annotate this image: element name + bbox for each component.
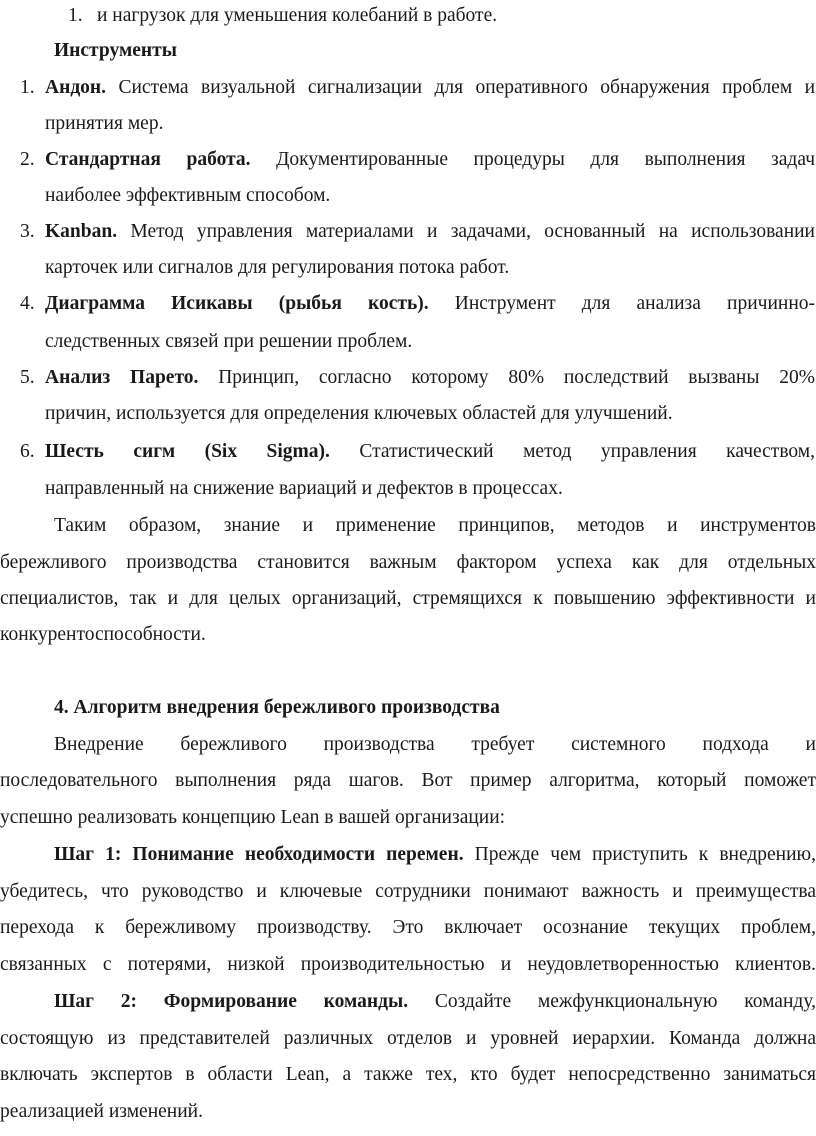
list-item-text: Шесть сигм (Six Sigma). Статистический метод управления качеством, [45,441,815,462]
list-item-text-cont: карточек или сигналов для регулирования потока работ. [45,257,510,278]
term: Kanban. [45,221,118,242]
list-number: 1. [20,77,35,98]
step-title: Шаг 2: Формирование команды. [54,991,409,1012]
list-number: 2. [20,149,35,170]
paragraph-line: состоящую из представителей различных отделов и уровней иерархии. Команда должна [0,1028,816,1049]
list-number: 6. [20,441,35,462]
list-item-text-cont: причин, используется для определения ключевых областей для улучшений. [45,403,673,424]
paragraph-line: включать экспертов в области Lean, а также тех, кто будет непосредственно заниматься [0,1064,816,1085]
list-item-text: Анализ Парето. Принцип, согласно которому 80% последствий вызваны 20% [45,367,815,388]
paragraph-line: реализацией изменений. [0,1101,203,1122]
section-heading: 4. Алгоритм внедрения бережливого производства [54,697,500,718]
paragraph-line: специалистов, так и для целых организаций, стремящихся к повышению эффективности и [0,588,816,609]
list-number: 1. [68,5,83,26]
term: Стандартная работа. [45,149,251,170]
list-item-text: Kanban. Метод управления материалами и задачами, основанный на использовании [45,221,815,242]
list-item-text: Диаграмма Исикавы (рыбья кость). Инструмент для анализа причинно- [45,293,816,314]
paragraph-line: убедитесь, что руководство и ключевые сотрудники понимают важность и преимущества [0,881,816,902]
paragraph-line: успешно реализовать концепцию Lean в вашей организации: [0,807,506,828]
list-item-text: Андон. Система визуальной сигнализации для оперативного обнаружения проблем и [45,77,815,98]
paragraph-line: Внедрение бережливого производства требует системного подхода и [54,734,816,755]
list-number: 4. [20,293,35,314]
paragraph-line: последовательного выполнения ряда шагов. Вот пример алгоритма, который поможет [0,770,816,791]
paragraph-line: Таким образом, знание и применение принципов, методов и инструментов [54,515,816,536]
paragraph-line: Шаг 1: Понимание необходимости перемен. Прежде чем приступить к внедрению, [54,844,816,865]
term: Диаграмма Исикавы (рыбья кость). [45,293,429,314]
list-item-text-cont: направленный на снижение вариаций и дефектов в процессах. [45,478,563,499]
paragraph-line: Шаг 2: Формирование команды. Создайте межфункциональную команду, [54,991,816,1012]
list-number: 5. [20,367,35,388]
step-title: Шаг 1: Понимание необходимости перемен. [54,844,464,865]
list-item-text-cont: следственных связей при решении проблем. [45,331,413,352]
list-item-text: и нагрузок для уменьшения колебаний в работе. [97,5,498,26]
list-number: 3. [20,221,35,242]
paragraph-line: бережливого производства становится важным фактором успеха как для отдельных [0,552,816,573]
list-item-text-cont: наиболее эффективным способом. [45,185,331,206]
term: Шесть сигм (Six Sigma). [45,441,330,462]
paragraph-line: перехода к бережливому производству. Это включает осознание текущих проблем, [0,917,816,938]
term: Анализ Парето. [45,367,199,388]
tools-heading: Инструменты [54,40,177,61]
term: Андон. [45,77,107,98]
list-item-text-cont: принятия мер. [45,113,164,134]
list-item-text: Стандартная работа. Документированные процедуры для выполнения задач [45,149,816,170]
paragraph-line: связанных с потерями, низкой производительностью и неудовлетворенностью клиентов. [0,954,816,975]
paragraph-line: конкурентоспособности. [0,624,206,645]
